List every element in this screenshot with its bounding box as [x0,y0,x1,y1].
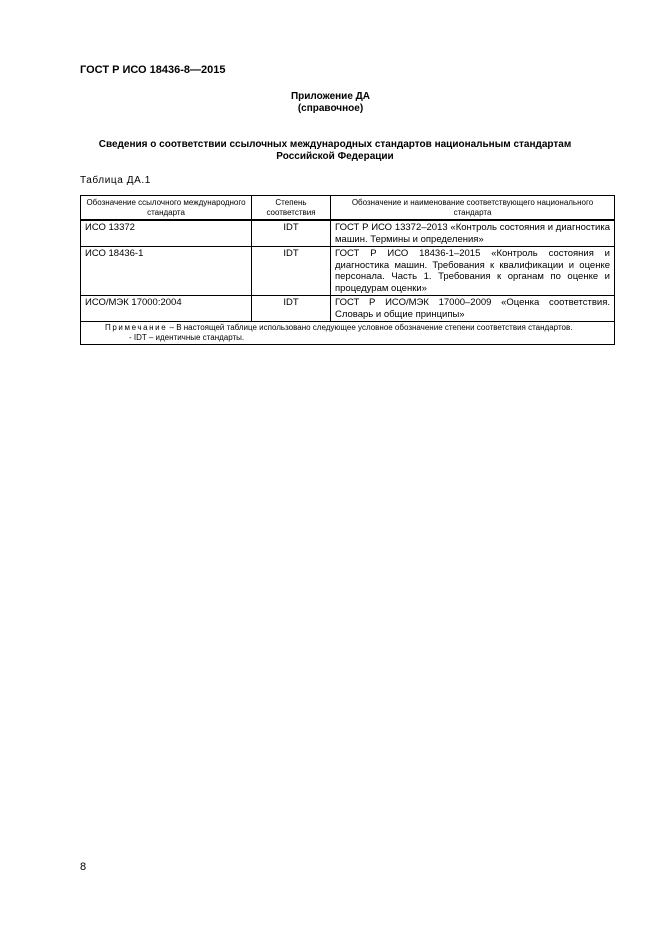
section-heading-line1: Сведения о соответствии ссылочных международных стандартов национальным стандартам [98,139,572,150]
page-number: 8 [80,861,87,873]
table-row [81,220,615,247]
cell-degree: IDT [252,220,331,247]
header-national-standard: Обозначение и наименование соответствующего национального стандарта [331,196,615,221]
table-note [81,322,615,345]
cell-international-standard: ИСО/МЭК 17000:2004 [81,296,252,322]
cell-degree: IDT [252,247,331,296]
document-code: ГОСТ Р ИСО 18436-8—2015 [80,64,226,76]
cell-national-standard: ГОСТ Р ИСО 13372–2013 «Контроль состояния и диагностика машин. Термины и определения» [331,220,615,247]
header-international-standard: Обозначение ссылочного международного стандарта [81,196,252,221]
cell-international-standard: ИСО 13372 [81,220,252,247]
note-item: - IDT – идентичные стандарты. [129,333,245,342]
annex-subtitle: (справочное) [297,103,364,114]
table-caption: Таблица ДА.1 [80,175,151,186]
cell-degree: IDT [252,296,331,322]
annex-title: Приложение ДА [290,91,371,102]
annex-title-block [0,91,661,115]
header-degree-of-conformity: Степень соответствия [252,196,331,221]
table-header-row [81,196,615,221]
table-row [81,247,615,296]
cell-national-standard: ГОСТ Р ИСО/МЭК 17000–2009 «Оценка соответствия. Словарь и общие принципы» [331,296,615,322]
table-row [81,296,615,322]
note-label: Примечание [105,323,168,332]
section-heading [90,139,580,163]
cell-international-standard: ИСО 18436-1 [81,247,252,296]
table-note-row [81,322,615,345]
section-heading-line2: Российской Федерации [276,151,394,162]
cell-national-standard: ГОСТ Р ИСО 18436-1–2015 «Контроль состояния и диагностика машин. Требования к квалификации и оценке персонала. Часть 1. Требования к органам по оценке и процедурам оценки» [331,247,615,296]
correspondence-table [80,195,615,345]
note-text-block [85,323,610,333]
note-text: – В настоящей таблице использовано следующее условное обозначение степени соответствия стандартов. [167,323,573,332]
